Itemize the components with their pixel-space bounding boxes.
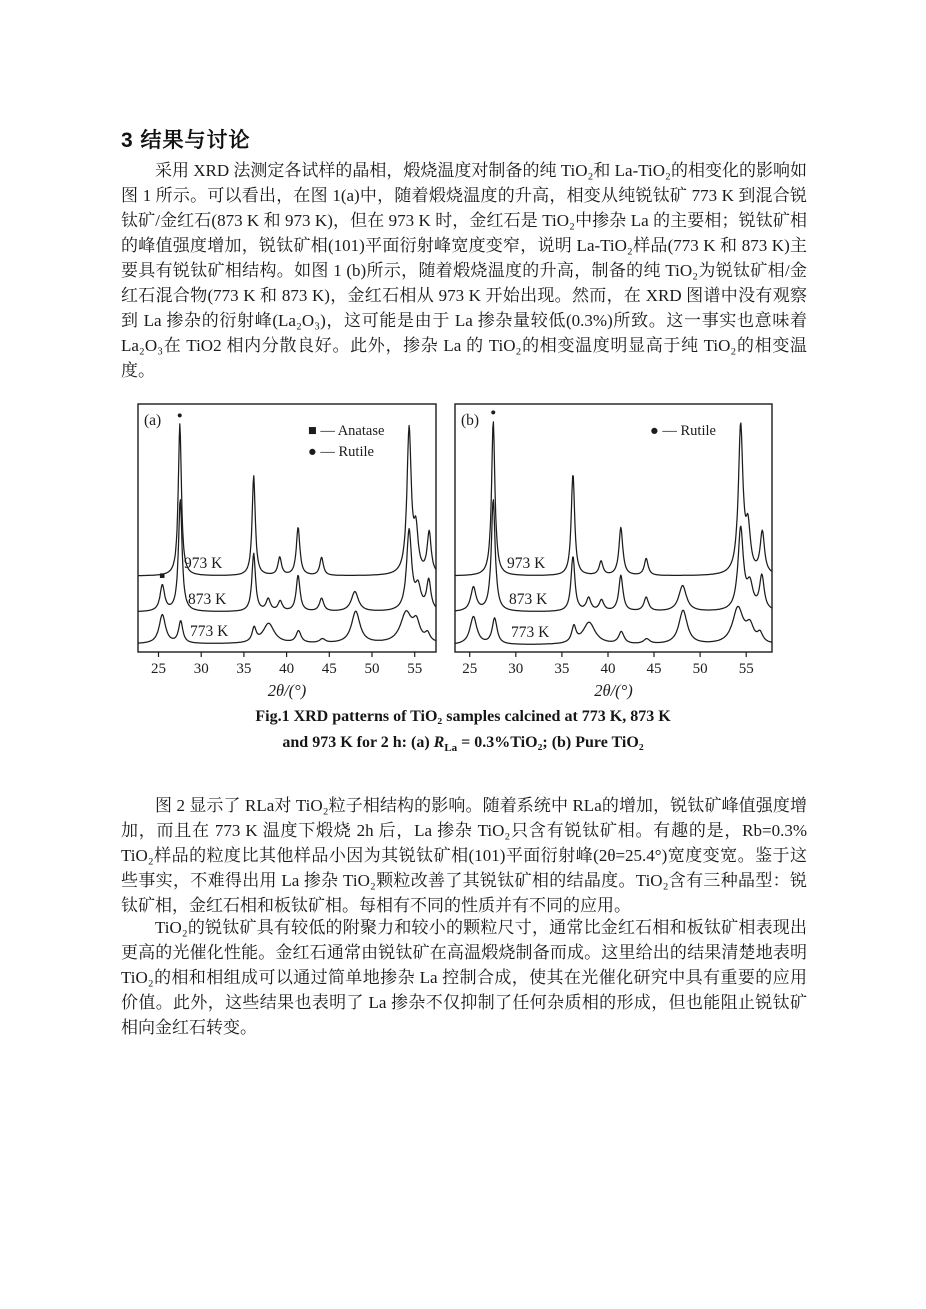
svg-text:35: 35 [236,661,252,677]
figure-caption [130,704,796,761]
svg-text:●: ● [490,407,497,418]
xrd-chart-a [133,399,441,701]
series-label: 773 K [190,623,229,640]
svg-text:45: 45 [321,661,337,677]
svg-text:55: 55 [407,661,423,677]
svg-text:55: 55 [738,661,754,677]
phase-markers [490,408,496,418]
series-label: 873 K [188,591,227,608]
svg-text:50: 50 [692,661,708,677]
svg-text:50: 50 [364,661,380,677]
section-heading: 3 结果与讨论 [121,129,251,152]
svg-text:■: ■ [159,571,166,582]
svg-text:25: 25 [462,661,478,677]
svg-text:●: ● [176,410,183,421]
svg-text:40: 40 [600,661,616,677]
legend [650,423,716,439]
svg-text:● — Rutile: ● — Rutile [650,423,716,439]
svg-text:30: 30 [508,661,524,677]
body-paragraph-1: 采用 XRD 法测定各试样的晶相，煅烧温度对制备的纯 TiO₂和 La-TiO₂的相变化的影响如图 1 所示。可以看出，在图 1(a)中，随着煅烧温度的升高，相变从纯锐钛矿 773 K 到混合锐钛矿/金红石(873 K 和 973 K)，但在 973 K 时，金红石是 TiO₂中掺杂 La 的主要相；锐钛矿相的峰值强度增加，锐钛矿相(101)平面衍射峰宽度变窄，说明 La-TiO₂样品(773 K 和 873 K)主要具有锐钛矿相结构。如图 1 (b)所示，随着煅烧温度的升高，制备的纯 TiO₂为锐钛矿相/金红石混合物(773 K 和 873 K)，金红石相从 973 K 开始出现。然而，在 XRD 图谱中没有观察到 La 掺杂的衍射峰(La₂O₃)，这可能是由于 La 掺杂量较低(0.3%)所致。这一事实也意味着 La₂O₃在 TiO2 相内分散良好。此外，掺杂 La 的 TiO₂的相变温度明显高于纯 TiO₂的相变温度。 [121,161,807,380]
caption-text-pre: and 973 K for 2 h: (a) [282,734,434,751]
caption-text-post: = 0.3%TiO₂; (b) Pure TiO₂ [457,734,644,751]
plot-box [455,404,772,652]
x-axis [151,652,422,700]
svg-text:35: 35 [554,661,570,677]
figure-caption-line2 [130,730,796,761]
series-label: 973 K [507,555,546,572]
caption-rla-symbol: R [433,734,445,751]
figure-caption-line1: Fig.1 XRD patterns of TiO₂ samples calcined at 773 K, 873 K [255,708,671,725]
body-paragraph-2: 图 2 显示了 RLa对 TiO₂粒子相结构的影响。随着系统中 RLa的增加，锐钛矿峰值强度增加，而且在 773 K 温度下煅烧 2h 后，La 掺杂 TiO₂只含有锐钛矿相。有趣的是，Rb=0.3% TiO₂样品的粒度比其他样品小因为其锐钛矿相(101)平面衍射峰(2θ=25.4°)宽度变宽。鉴于这些事实，不难得出用 La 掺杂 TiO₂颗粒改善了其锐钛矿相的结晶度。TiO₂含有三种晶型：锐钛矿相，金红石相和板钛矿相。每相有不同的性质并有不同的应用。 [121,796,807,915]
svg-text:● — Rutile: ● — Rutile [308,444,374,460]
xrd-chart-b [450,399,777,701]
x-axis [462,652,754,700]
body-paragraph-3: TiO₂的锐钛矿具有较低的附聚力和较小的颗粒尺寸，通常比金红石相和板钛矿相表现出更高的光催化性能。金红石通常由锐钛矿在高温煅烧制备而成。这里给出的结果清楚地表明TiO₂的相和相组成可以通过简单地掺杂 La 控制合成，使其在光催化研究中具有重要的应用价值。此外，这些结果也表明了 La 掺杂不仅抑制了任何杂质相的形成，但也能阻止锐钛矿相向金红石转变。 [121,918,807,1037]
series-label: 973 K [184,555,223,572]
panel-label: (b) [461,412,480,429]
svg-text:45: 45 [646,661,662,677]
caption-rla-subscript: La [444,742,458,755]
panel-label: (a) [144,412,162,429]
x-axis-label: 2θ/(°) [267,681,307,700]
svg-text:25: 25 [151,661,166,677]
svg-text:40: 40 [279,661,295,677]
svg-text:30: 30 [193,661,209,677]
svg-text:■ — Anatase: ■ — Anatase [308,423,385,439]
series-label: 873 K [509,591,548,608]
x-axis-label: 2θ/(°) [594,681,633,700]
series-label: 773 K [511,624,550,641]
